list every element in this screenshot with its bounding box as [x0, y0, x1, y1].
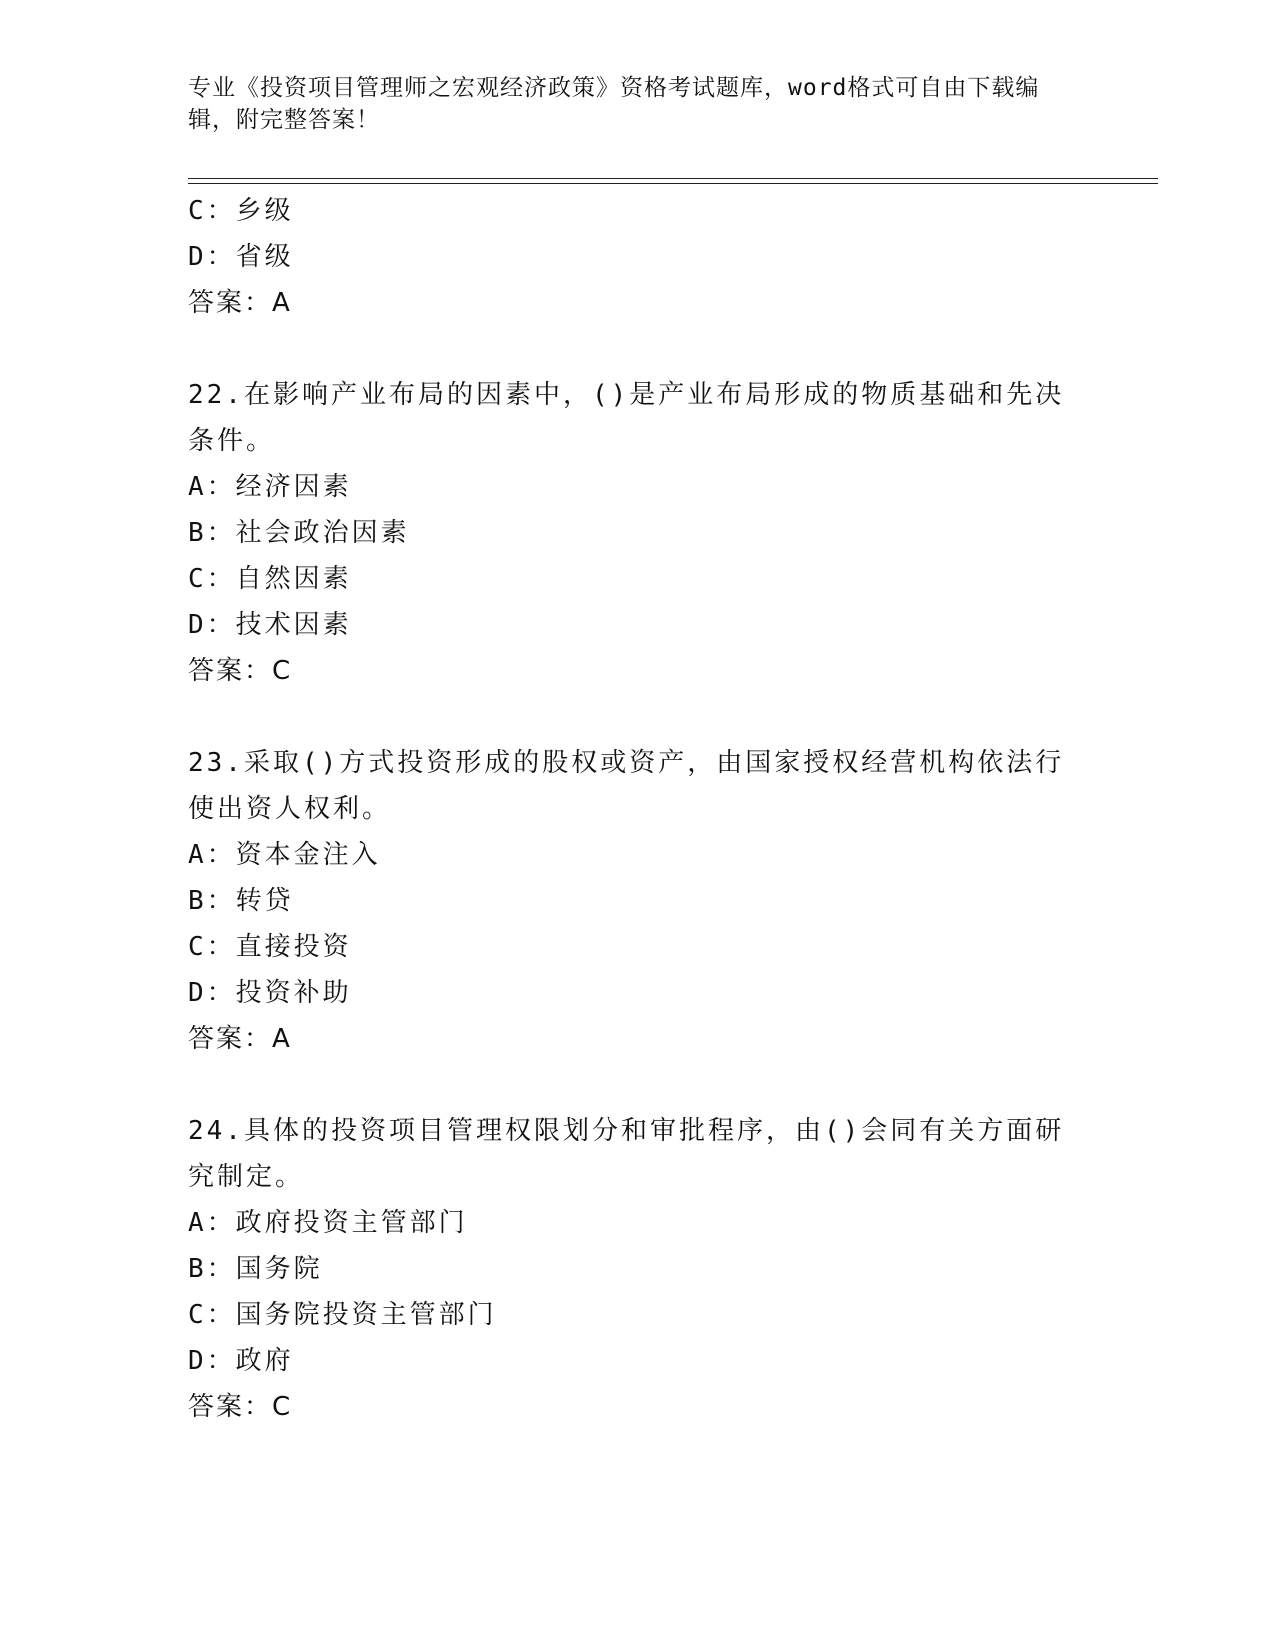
- answer-line: 答案：C: [188, 1392, 293, 1422]
- option-c: C：直接投资: [188, 932, 352, 962]
- option-a: A：经济因素: [188, 472, 352, 502]
- question-list: [188, 188, 1088, 1430]
- option-d: D：政府: [188, 1346, 294, 1376]
- question-24-text: 24.具体的投资项目管理权限划分和审批程序，由()会同有关方面研究制定。: [188, 1116, 1065, 1192]
- answer-line: 答案：A: [188, 1024, 292, 1054]
- option-c: C：自然因素: [188, 564, 352, 594]
- answer-line: 答案：A: [188, 288, 292, 318]
- option-b: B：国务院: [188, 1254, 323, 1284]
- option-a: A：政府投资主管部门: [188, 1208, 468, 1238]
- header-rule-top: [188, 178, 1158, 179]
- option-d: D：技术因素: [188, 610, 352, 640]
- option-a: A：资本金注入: [188, 840, 381, 870]
- header-rule-bottom: [188, 183, 1158, 184]
- option-c: C：乡级: [188, 196, 294, 226]
- question-23-text: 23.采取()方式投资形成的股权或资产，由国家授权经营机构依法行使出资人权利。: [188, 748, 1065, 824]
- question-22-text: 22.在影响产业布局的因素中，()是产业布局形成的物质基础和先决条件。: [188, 380, 1065, 456]
- page-header: 专业《投资项目管理师之宏观经济政策》资格考试题库，word格式可自由下载编辑，附完整答案！: [188, 75, 1040, 133]
- option-b: B：转贷: [188, 886, 294, 916]
- option-d: D：省级: [188, 242, 294, 272]
- answer-line: 答案：C: [188, 656, 293, 686]
- option-c: C：国务院投资主管部门: [188, 1300, 497, 1330]
- option-b: B：社会政治因素: [188, 518, 410, 548]
- option-d: D：投资补助: [188, 978, 352, 1008]
